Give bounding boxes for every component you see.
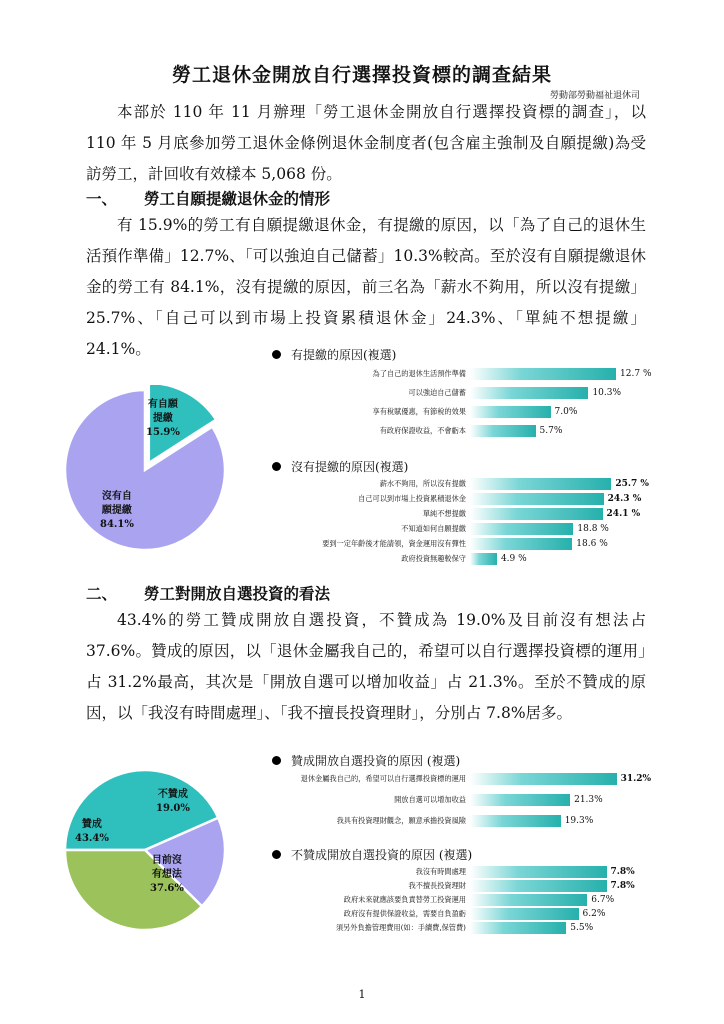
bar [470, 553, 497, 565]
bar-value-label: 7.8% [610, 881, 635, 891]
bar-category-label: 開放自選可以增加收益 [394, 795, 466, 804]
bullet-dot-icon [272, 350, 281, 359]
bar-value-label: 31.2% [620, 774, 652, 784]
pie-1-slices [65, 385, 225, 550]
department-name: 勞動部勞動福祉退休司 [549, 91, 640, 101]
bar-category-label: 不知道如何自願提繳 [401, 524, 466, 533]
intro-paragraph: 本部於 110 年 11 月辦理「勞工退休金開放自行選擇投資標的調查」，以 110 年 5 月底參加勞工退休金條例退休金制度者(包含雇主強制及自願提繳)為受訪勞工，計回收有效樣本 5,068 份。 [86, 103, 646, 183]
pie-2-slices [65, 770, 225, 930]
bullet-dot-icon [272, 850, 281, 859]
section-2-title: 勞工對開放自選投資的看法 [144, 584, 331, 603]
bar-value-label: 19.3% [564, 816, 594, 826]
bar-category-label: 薪水不夠用，所以沒有提繳 [379, 479, 466, 488]
pie-label-line: 15.9% [146, 427, 180, 438]
bar-category-label: 須另外負擔管理費用(如：手續費,保管費) [335, 923, 466, 932]
bar-value-label: 18.8 % [577, 524, 609, 534]
pie-label-line: 有想法 [151, 869, 182, 880]
bar-category-label: 政府未來就應該要負責替勞工投資運用 [343, 895, 466, 904]
bar-value-label: 6.7% [591, 895, 615, 905]
pie-label-line: 願提繳 [101, 505, 132, 516]
bar-value-label: 24.1 % [606, 509, 641, 519]
bar-value-label: 24.3 % [607, 494, 642, 504]
bar-category-label: 政府沒有提供保證收益，需要自負盈虧 [343, 909, 466, 918]
bar [470, 425, 536, 437]
bar-value-label: 6.2% [582, 909, 606, 919]
bar [470, 387, 588, 399]
bar [470, 773, 617, 785]
bar-category-label: 我沒有時間處理 [415, 867, 466, 876]
chart-title-text: 沒有提繳的原因(複選) [291, 460, 409, 474]
bar-value-label: 5.7% [539, 426, 563, 436]
pie-label-line: 19.0% [156, 803, 190, 814]
section-1-title: 勞工自願提繳退休金的情形 [144, 189, 331, 208]
bar-value-label: 12.7 % [620, 369, 652, 379]
section-1-heading [86, 187, 330, 209]
pie-chart-opinion [55, 765, 235, 935]
pie-chart-contribution [55, 385, 235, 555]
bar [470, 908, 579, 920]
chart-title-approve-reasons [272, 752, 460, 769]
pie-label-line: 84.1% [100, 519, 134, 530]
bar [470, 406, 551, 418]
bar [470, 508, 603, 520]
bar [470, 368, 616, 380]
page-title: 勞工退休金開放自行選擇投資標的調查結果 [171, 64, 552, 86]
pie-label-line: 目前沒 [151, 855, 182, 866]
bullet-dot-icon [272, 756, 281, 765]
bar-value-label: 10.3% [592, 388, 622, 398]
bar-category-label: 我具有投資理財觀念，願意承擔投資風險 [336, 816, 466, 825]
bar [470, 815, 561, 827]
bar-category-label: 有政府保證收益，不會虧本 [379, 426, 466, 435]
bar-value-label: 5.5% [570, 923, 594, 933]
bar-value-label: 4.9 % [500, 554, 527, 564]
chart-title-disapprove-reasons [272, 846, 472, 863]
chart-title-text: 有提繳的原因(複選) [291, 348, 397, 362]
section-2-heading [86, 582, 330, 604]
pie-label-line: 43.4% [75, 833, 109, 844]
bar [470, 523, 573, 535]
section-1-paragraph: 有 15.9%的勞工有自願提繳退休金，有提繳的原因，以「為了自己的退休生活預作準備」12.7%、「可以強迫自己儲蓄」10.3%較高。至於沒有自願提繳退休金的勞工有 84.1%，沒有提繳的原因，前三名為「薪水不夠用，所以沒有提繳」25.7%、「自己可以到市場上投資累積退休金」24.3%、「單純不想提繳」24.1%。 [86, 216, 646, 358]
bar-value-label: 7.8% [610, 867, 635, 877]
bar [470, 922, 566, 934]
bar-category-label: 單純不想提繳 [422, 509, 466, 518]
pie-2-label-no-opinion [150, 854, 184, 896]
bar [470, 894, 587, 906]
pie-label-line: 沒有自 [101, 491, 132, 502]
bar-category-label: 可以強迫自己儲蓄 [408, 388, 466, 397]
pie-1-label-no-contribute [100, 490, 134, 532]
chart-title-text: 贊成開放自選投資的原因 (複選) [291, 754, 461, 768]
bar-category-label: 我不擅長投資理財 [408, 881, 466, 890]
chart-title-text: 不贊成開放自選投資的原因 (複選) [291, 848, 473, 862]
chart-title-contribute-reasons [272, 346, 396, 363]
section-2-number: 二、 [86, 584, 118, 603]
bar-category-label: 自己可以到市場上投資累積退休金 [358, 494, 466, 503]
bar-category-label: 為了自己的退休生活預作準備 [372, 369, 466, 378]
pie-label-line: 不贊成 [157, 789, 188, 800]
bar-category-label: 要到一定年齡後才能請領，資金運用沒有彈性 [322, 539, 466, 548]
section-1-number: 一、 [86, 189, 118, 208]
chart-title-no-contribute-reasons [272, 458, 408, 475]
pie-2-label-disapprove [156, 788, 190, 816]
bar-value-label: 25.7 % [615, 479, 649, 489]
pie-label-line: 37.6% [150, 883, 184, 894]
pie-1-label-contribute [146, 398, 180, 440]
bar-value-label: 7.0% [554, 407, 578, 417]
page-number: 1 [358, 988, 366, 1001]
pie-label-line: 贊成 [81, 819, 102, 830]
pie-label-line: 提繳 [152, 413, 173, 424]
bar-category-label: 享有稅賦優惠，有節稅的效果 [372, 407, 466, 416]
bar [470, 880, 607, 892]
bar [470, 538, 572, 550]
bar-category-label: 退休金屬我自己的，希望可以自行選擇投資標的運用 [300, 774, 466, 783]
pie-2-label-approve [75, 818, 109, 846]
pie-label-line: 有自願 [147, 399, 178, 410]
bar [470, 493, 604, 505]
bar-value-label: 21.3% [574, 795, 603, 805]
bar [470, 866, 607, 878]
section-2-paragraph: 43.4%的勞工贊成開放自選投資，不贊成為 19.0%及目前沒有想法占 37.6%。贊成的原因，以「退休金屬我自己的，希望可以自行選擇投資標的運用」占 31.2%最高，其次是「開放自選可以增加收益」占 21.3%。至於不贊成的原因，以「我沒有時間處理」、「我不擅長投資理財」，分別占 7.8%居多。 [86, 611, 646, 722]
bar [470, 794, 570, 806]
bar [470, 478, 611, 490]
bar-category-label: 政府投資無趣較保守 [401, 554, 466, 563]
bullet-dot-icon [272, 462, 281, 471]
bar-value-label: 18.6 % [576, 539, 608, 549]
